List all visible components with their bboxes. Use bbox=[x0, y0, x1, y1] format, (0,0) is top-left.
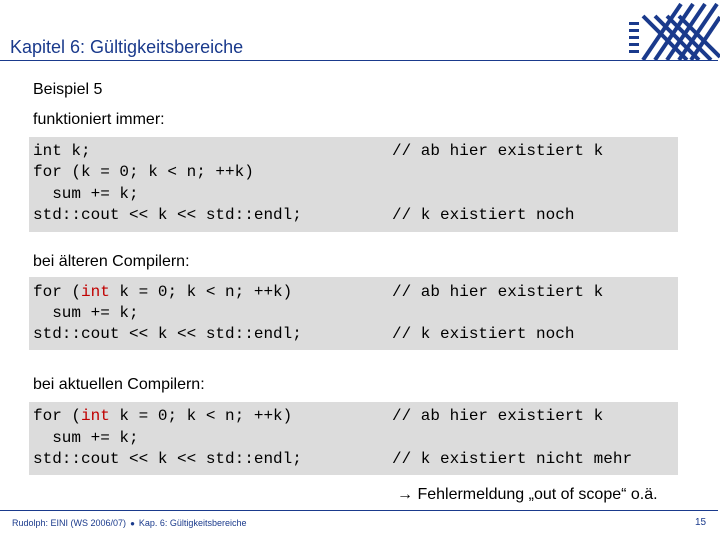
footer-divider bbox=[0, 510, 718, 511]
code-block-3-line-1 bbox=[33, 406, 292, 427]
code-block-3-comment-2: // k existiert nicht mehr bbox=[392, 450, 633, 468]
code-block-3-comment-1: // ab hier existiert k bbox=[392, 407, 604, 425]
int-keyword: int bbox=[81, 283, 110, 301]
bullet-icon: ● bbox=[130, 519, 135, 528]
code-for-prefix: for ( bbox=[33, 283, 82, 301]
code-block-3-line-3: std::cout << k << std::endl; bbox=[33, 450, 302, 468]
code-block-1-line-1: int k; bbox=[33, 142, 91, 160]
code-block-2-comment-1: // ab hier existiert k bbox=[392, 283, 604, 301]
section1-label: funktioniert immer: bbox=[33, 111, 165, 128]
page-title: Kapitel 6: Gültigkeitsbereiche bbox=[10, 37, 244, 57]
error-note: → Fehlermeldung „out of scope“ o.ä. bbox=[397, 486, 658, 503]
footer-text bbox=[12, 518, 246, 528]
int-keyword: int bbox=[81, 407, 110, 425]
slide-heading: Beispiel 5 bbox=[33, 81, 103, 98]
code-block-1-comment-1: // ab hier existiert k bbox=[392, 142, 604, 160]
section2-label: bei älteren Compilern: bbox=[33, 253, 190, 270]
code-block-1-line-3: sum += k; bbox=[33, 185, 139, 203]
section3-label: bei aktuellen Compilern: bbox=[33, 376, 205, 393]
code-for-prefix: for ( bbox=[33, 407, 82, 425]
title-divider bbox=[0, 60, 718, 61]
page-number: 15 bbox=[695, 517, 707, 528]
code-block-1-comment-2: // k existiert noch bbox=[392, 206, 575, 224]
code-for-suffix: k = 0; k < n; ++k) bbox=[109, 407, 293, 425]
code-block-2-comment-2: // k existiert noch bbox=[392, 325, 575, 343]
code-block-1-line-2: for (k = 0; k < n; ++k) bbox=[33, 163, 254, 181]
code-block-2-line-2: sum += k; bbox=[33, 304, 139, 322]
university-logo bbox=[621, 0, 720, 60]
code-block-1-line-4: std::cout << k << std::endl; bbox=[33, 206, 302, 224]
code-block-2-line-1 bbox=[33, 282, 292, 303]
footer-author: Rudolph: EINI (WS 2006/07) bbox=[12, 518, 127, 528]
code-for-suffix: k = 0; k < n; ++k) bbox=[109, 283, 293, 301]
code-block-3-line-2: sum += k; bbox=[33, 429, 139, 447]
code-block-2-line-3: std::cout << k << std::endl; bbox=[33, 325, 302, 343]
footer-chapter: Kap. 6: Gültigkeitsbereiche bbox=[138, 518, 247, 528]
